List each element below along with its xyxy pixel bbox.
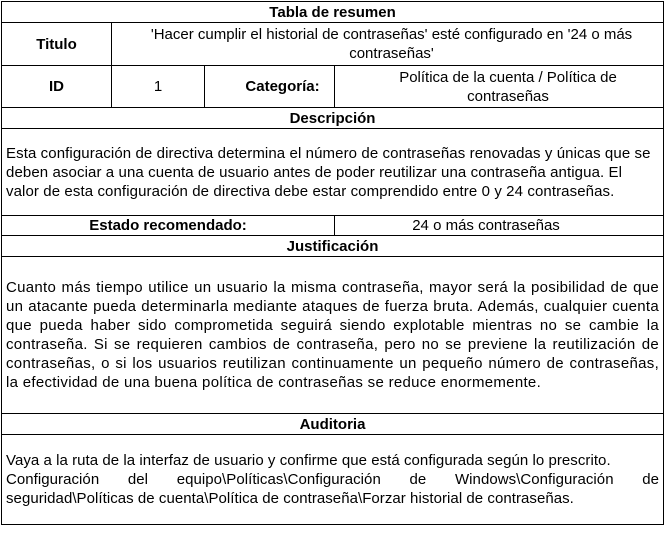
categoria-label: Categoría: xyxy=(205,66,335,108)
auditoria-header-row xyxy=(2,414,664,435)
estado-row xyxy=(2,216,664,236)
auditoria-cell xyxy=(2,435,664,525)
categoria-value: Política de la cuenta / Política de contraseñas xyxy=(335,66,664,108)
table-header-row xyxy=(2,2,664,23)
justificacion-row xyxy=(2,257,664,414)
descripcion-text: Esta configuración de directiva determina el número de contraseñas renovadas y únicas que se deben asociar a una cuenta de usuario antes de poder reutilizar una contraseña antigua. El valor de esta configuración de directiva debe estar comprendido entre 0 y 24 contraseñas. xyxy=(2,129,664,216)
titulo-value: 'Hacer cumplir el historial de contraseñas' esté configurado en '24 o más contraseñas' xyxy=(112,23,664,66)
id-row xyxy=(2,66,664,108)
estado-label: Estado recomendado: xyxy=(2,216,335,236)
titulo-label: Titulo xyxy=(2,23,112,66)
summary-table xyxy=(1,1,664,525)
descripcion-header-row xyxy=(2,108,664,129)
auditoria-instruction: Vaya a la ruta de la interfaz de usuario y confirme que está configurada según lo prescrito. xyxy=(6,452,611,469)
titulo-row xyxy=(2,23,664,66)
justificacion-text: Cuanto más tiempo utilice un usuario la misma contraseña, mayor será la posibilidad de que un atacante pueda determinarla mediante ataques de fuerza bruta. Además, cualquier cuenta que pueda haber sido comprometida seguirá siendo explotable mientras no se cambie la contraseña. Si se requieren cambios de contraseña, pero no se previene la reutilización de contraseñas, o si los usuarios reutilizan continuamente un pequeño número de contraseñas, la efectividad de una buena política de contraseñas se reduce enormemente. xyxy=(2,257,664,414)
auditoria-header: Auditoria xyxy=(2,414,664,435)
auditoria-path: Configuración del equipo\Políticas\Configuración de Windows\Configuración de seguridad\Políticas de cuenta\Política de contraseña\Forzar historial de contraseñas. xyxy=(6,471,660,507)
justificacion-header-row xyxy=(2,236,664,257)
id-value: 1 xyxy=(112,66,205,108)
descripcion-row xyxy=(2,129,664,216)
table-header: Tabla de resumen xyxy=(2,2,664,23)
justificacion-header: Justificación xyxy=(2,236,664,257)
descripcion-header: Descripción xyxy=(2,108,664,129)
id-label: ID xyxy=(2,66,112,108)
auditoria-row xyxy=(2,435,664,525)
summary-document xyxy=(0,1,664,547)
estado-value: 24 o más contraseñas xyxy=(335,216,664,236)
